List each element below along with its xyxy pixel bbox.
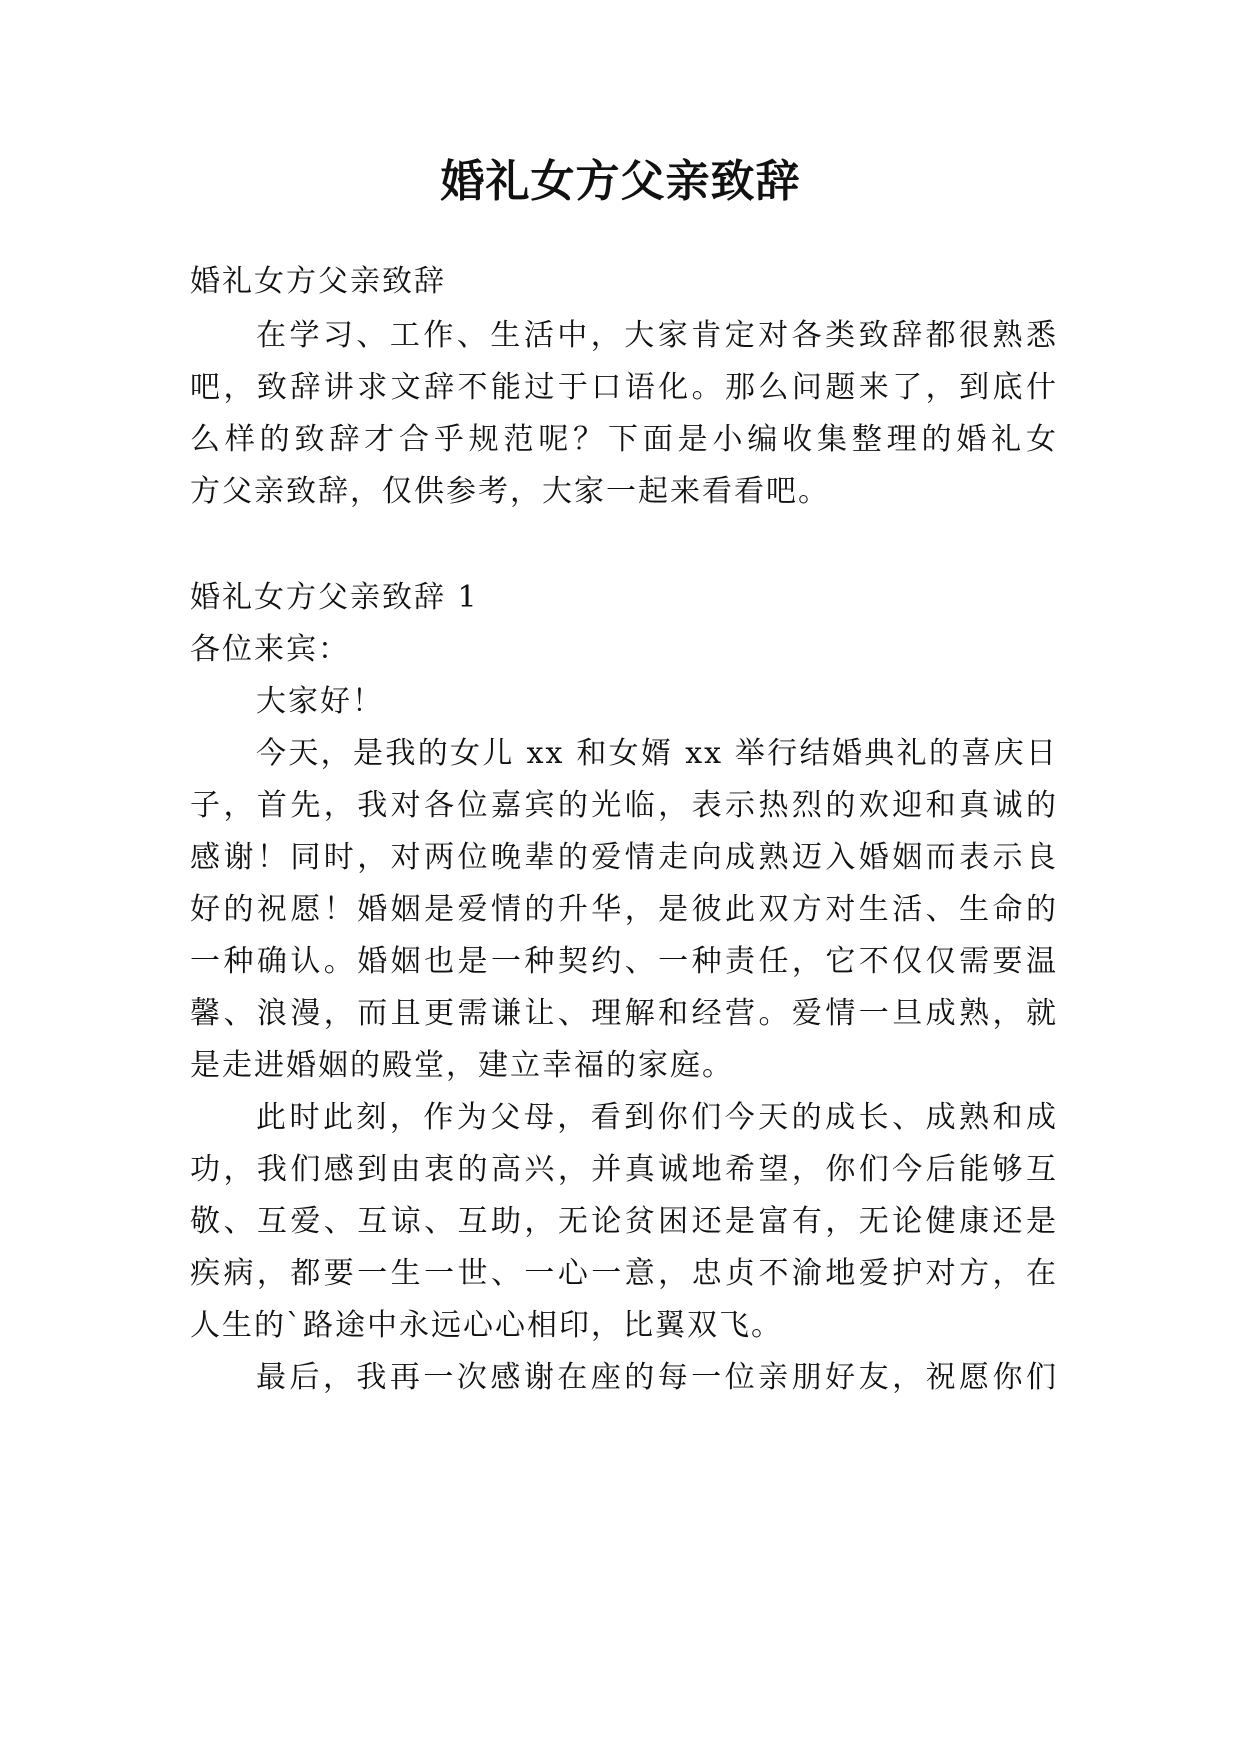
- body-line: 好的祝愿！婚姻是爱情的升华，是彼此双方对生活、生命的: [190, 892, 1058, 927]
- body-line: 功，我们感到由衷的高兴，并真诚地希望，你们今后能够互: [190, 1152, 1058, 1187]
- body-line: 今天，是我的女儿 xx 和女婿 xx 举行结婚典礼的喜庆日: [256, 736, 1058, 771]
- body-line: 人生的`路途中永远心心相印，比翼双飞。: [190, 1308, 783, 1343]
- body-line: 最后，我再一次感谢在座的每一位亲朋好友，祝愿你们: [256, 1360, 1058, 1395]
- body-line: 吧，致辞讲求文辞不能过于口语化。那么问题来了，到底什: [190, 370, 1058, 405]
- body-line: 感谢！同时，对两位晚辈的爱情走向成熟迈入婚姻而表示良: [190, 840, 1058, 875]
- document-title: 婚礼女方父亲致辞: [440, 156, 801, 207]
- body-line: 疾病，都要一生一世、一心一意，忠贞不渝地爱护对方，在: [190, 1256, 1058, 1291]
- body-line: 是走进婚姻的殿堂，建立幸福的家庭。: [190, 1048, 734, 1083]
- body-line: 方父亲致辞，仅供参考，大家一起来看看吧。: [190, 474, 830, 509]
- body-line: 在学习、工作、生活中，大家肯定对各类致辞都很熟悉: [256, 318, 1058, 353]
- body-line: 馨、浪漫，而且更需谦让、理解和经营。爱情一旦成熟，就: [190, 996, 1058, 1031]
- salutation: 各位来宾：: [190, 632, 350, 667]
- body-line: 一种确认。婚姻也是一种契约、一种责任，它不仅仅需要温: [190, 944, 1058, 979]
- section-heading: 婚礼女方父亲致辞 1: [190, 580, 479, 615]
- greeting: 大家好！: [256, 684, 384, 719]
- section-heading: 婚礼女方父亲致辞: [190, 264, 446, 299]
- body-line: 么样的致辞才合乎规范呢？下面是小编收集整理的婚礼女: [190, 422, 1058, 457]
- body-line: 敬、互爱、互谅、互助，无论贫困还是富有，无论健康还是: [190, 1204, 1058, 1239]
- body-line: 子，首先，我对各位嘉宾的光临，表示热烈的欢迎和真诚的: [190, 788, 1058, 823]
- body-line: 此时此刻，作为父母，看到你们今天的成长、成熟和成: [256, 1100, 1058, 1135]
